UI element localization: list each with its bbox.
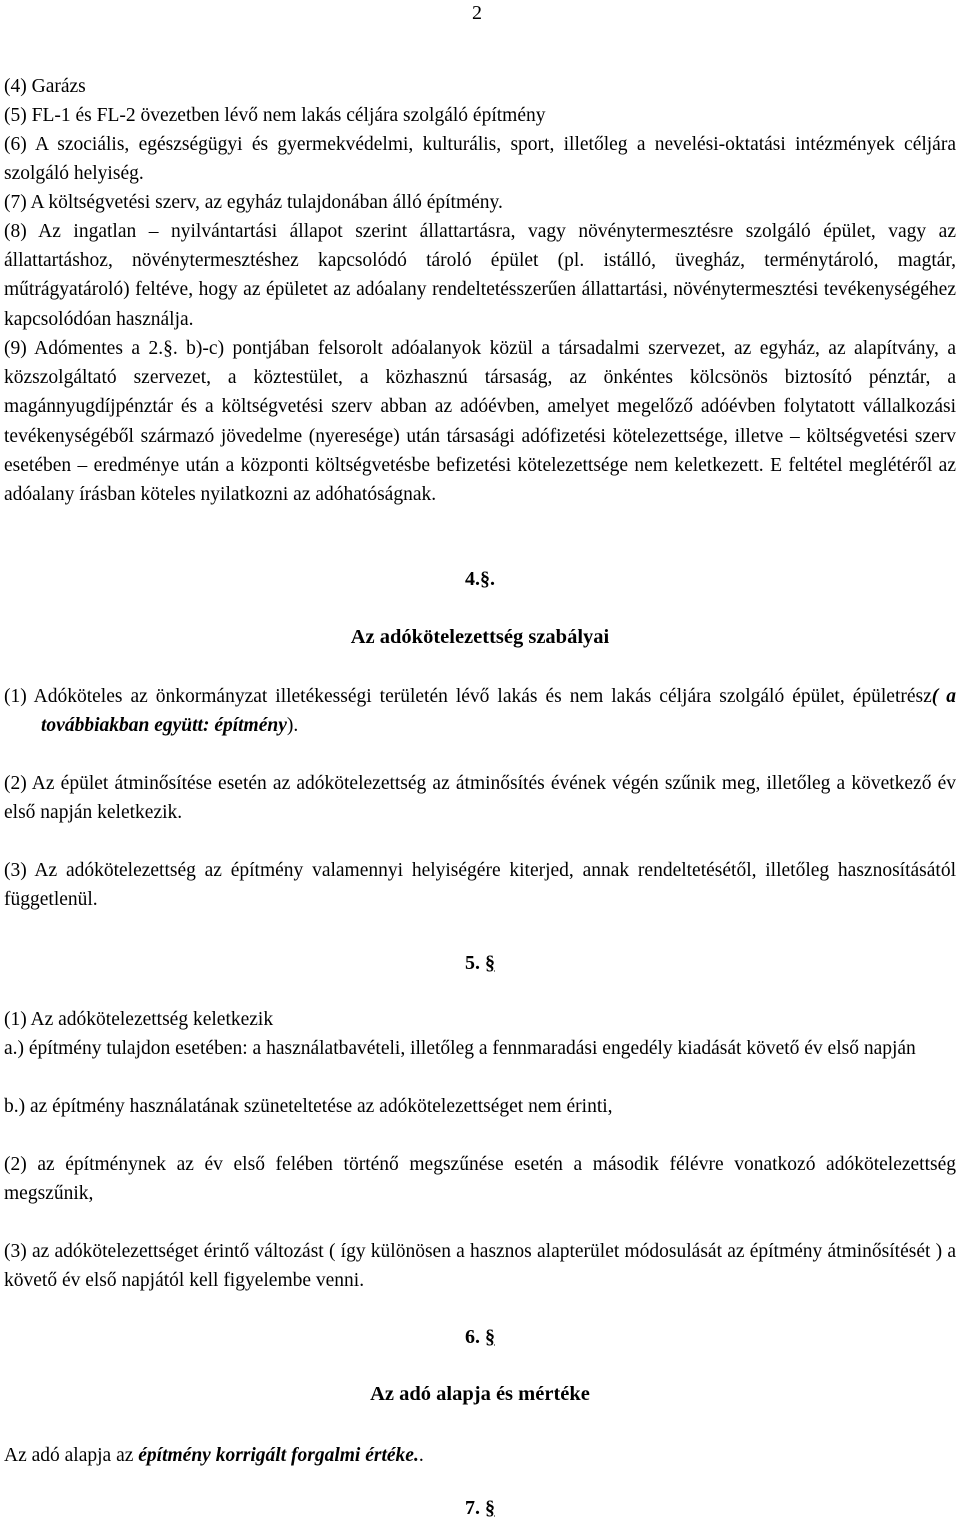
section-symbol: § <box>485 952 495 974</box>
paragraph-end: . <box>418 1445 424 1466</box>
section-4-paragraph-2: (2) Az épület átminősítése esetén az adókötelezettség az átminősítés évének végén szűnik meg, illetőleg a következő év első napján keletkezik. <box>4 773 956 824</box>
section-symbol: §. <box>480 568 495 590</box>
section-5-paragraph-1a: a.) építmény tulajdon esetében: a használatbavételi, illetőleg a fennmaradási engedély kiadását követő év első napján <box>4 1038 916 1059</box>
section-number: 6. <box>465 1326 480 1348</box>
paragraph-emphasis: ( a továbbiakban együtt: építmény <box>41 686 956 737</box>
item-8: (8) Az ingatlan – nyilvántartási állapot szerint állattartásra, vagy növénytermesztésre szolgáló épület, vagy az állattartáshoz, növénytermesztéshez kapcsolódó tároló épület (pl. istálló, üvegház, terménytároló, magtár, műtrágyatároló) feltéve, hogy az épületet az adóalany rendeltetésszerűen állattartási, növénytermesztési tevékenységéhez kapcsolódóan használja. <box>4 221 956 330</box>
section-5-paragraph-3: (3) az adókötelezettséget érintő változást ( így különösen a hasznos alapterület módosulását az építmény átminősítését ) a követő év első napjától kell figyelembe venni. <box>4 1241 956 1292</box>
section-number: 7. <box>465 1497 480 1519</box>
section-6-paragraph <box>4 1441 956 1470</box>
section-number: 5. <box>465 952 480 974</box>
section-4-paragraph-1 <box>4 682 956 740</box>
section-5-paragraph-2: (2) az építménynek az év első felében történő megszűnése esetén a második félévre vonatkozó adókötelezettség megszűnik, <box>4 1154 956 1205</box>
section-4-number <box>0 568 960 591</box>
section-5-number <box>0 952 960 975</box>
section-4-paragraph-3: (3) Az adókötelezettség az építmény valamennyi helyiségére kiterjed, annak rendeltetésétől, illetőleg hasznosításától függetlenül. <box>4 860 956 911</box>
page-number: 2 <box>472 2 482 24</box>
section-symbol: § <box>485 1326 495 1348</box>
section-6-number <box>0 1326 960 1349</box>
section-number: 4. <box>465 568 480 590</box>
item-9: (9) Adómentes a 2.§. b)-c) pontjában felsorolt adóalanyok közül a társadalmi szervezet, az egyház, az alapítvány, a közszolgáltató szervezet, a köztestület, a közhasznú társaság, az önkéntes kölcsönös biztosító pénztár, a magánnyugdíjpénztár és a költségvetési szerv abban az adóévben, amelyet megelőző adóévben folytatott vállalkozási tevékenységéből származó jövedelme (nyeresége) után társasági adófizetési kötelezettsége, illetve – költségvetési szerv esetében – eredménye után a központi költségvetésbe befizetési kötelezettsége nem keletkezett. E feltétel meglétéről az adóalany írásban köteles nyilatkozni az adóhatóságnak. <box>4 338 956 506</box>
paragraph-emphasis: építmény korrigált forgalmi értéke. <box>138 1445 419 1466</box>
section-7-number <box>0 1497 960 1520</box>
section-5-paragraph-1b: b.) az építmény használatának szüneteltetése az adókötelezettséget nem érinti, <box>4 1096 613 1117</box>
item-5: (5) FL-1 és FL-2 övezetben lévő nem lakás céljára szolgáló építmény <box>4 105 546 126</box>
section-6-title: Az adó alapja és mértéke <box>370 1383 590 1405</box>
paragraph-text: Az adó alapja az <box>4 1445 139 1466</box>
paragraph-end: ). <box>286 715 299 737</box>
section-symbol: § <box>485 1497 495 1519</box>
section-4-title: Az adókötelezettség szabályai <box>350 626 610 648</box>
section-5-paragraph-1: (1) Az adókötelezettség keletkezik <box>4 1009 274 1030</box>
item-7: (7) A költségvetési szerv, az egyház tulajdonában álló építmény. <box>4 192 503 213</box>
item-6: (6) A szociális, egészségügyi és gyermekvédelmi, kulturális, sport, illetőleg a nevelési-oktatási intézmények céljára szolgáló helyiség. <box>4 134 956 185</box>
paragraph-text: (1) Adóköteles az önkormányzat illetékességi területén lévő lakás és nem lakás céljára szolgáló épület, épületrész <box>4 686 932 707</box>
item-4: (4) Garázs <box>4 76 86 97</box>
